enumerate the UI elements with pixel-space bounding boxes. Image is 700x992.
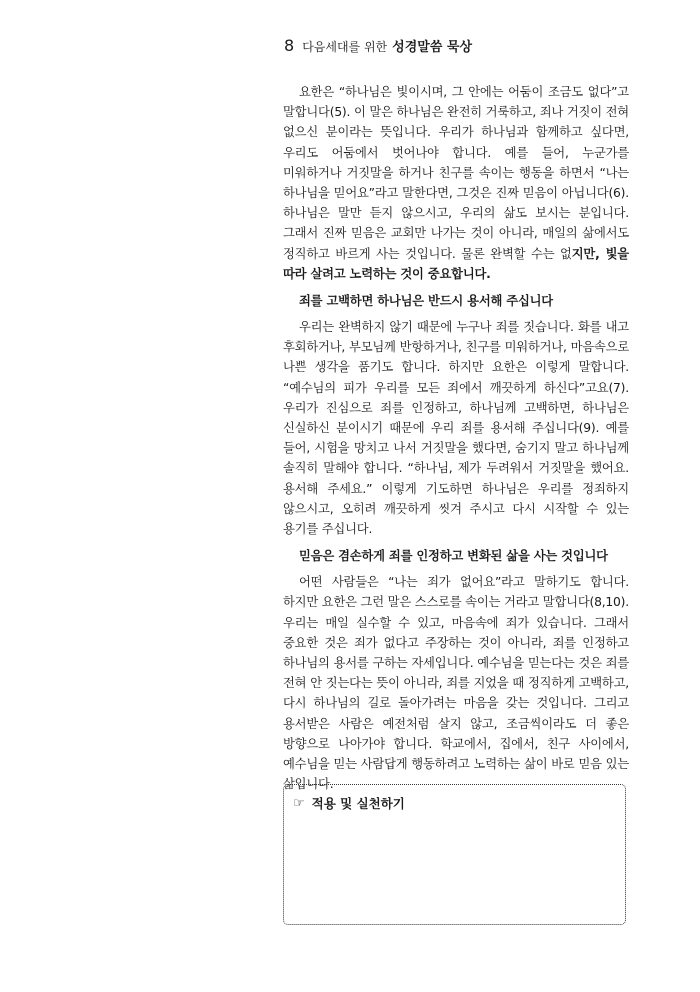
section-heading-humility: 믿음은 겸손하게 죄를 인정하고 변화된 삶을 사는 것입니다 [299, 549, 608, 564]
intro-paragraph-emphasis: 지만, 빛을 따라 살려고 노력하는 것이 중요합니다. [283, 246, 629, 281]
intro-paragraph [283, 82, 629, 284]
confession-paragraph: 우리는 완벽하지 않기 때문에 누구나 죄를 짓습니다. 화를 내고 후회하거나, 부모님께 반항하거나, 친구를 미워하거나, 마음속으로 나쁜 생각을 품기도 합니다. 하지만 요한은 이렇게 말합니다. “예수님의 피가 우리를 모든 죄에서 깨끗하게 하신다”고요(7). 우리가 진심으로 죄를 인정하고, 하나님께 고백하면, 하나님은 신실하신 분이시기 때문에 우리 죄를 용서해 주십니다(9). 예를 들어, 시험을 망치고 나서 거짓말을 했다면, 숨기지 말고 하나님께 솔직히 말해야 합니다. “하나님, 제가 두려워서 거짓말을 했어요. 용서해 주세요.” 이렇게 기도하면 하나님은 우리를 정죄하지 않으시고, 오히려 깨끗하게 씻겨 주시고 다시 시작할 수 있는 용기를 주십니다. [283, 320, 629, 537]
series-title: 다음세대를 위한 [302, 40, 388, 54]
page-number: 8 [284, 36, 295, 55]
apply-practice-heading [293, 794, 405, 812]
page-header [284, 36, 472, 55]
devotional-body [283, 82, 629, 795]
section-heading-confession: 죄를 고백하면 하나님은 반드시 용서해 주십니다 [299, 294, 553, 309]
apply-practice-title: 적용 및 실천하기 [311, 796, 405, 811]
apply-practice-box[interactable] [283, 784, 626, 925]
humility-paragraph: 어떤 사람들은 “나는 죄가 없어요”라고 말하기도 합니다. 하지만 요한은 그런 말은 스스로를 속이는 거라고 말합니다(8,10). 우리는 매일 실수할 수 있고, 마음속에 죄가 있습니다. 그래서 중요한 것은 죄가 없다고 주장하는 것이 아니라, 죄를 인정하고 하나님의 용서를 구하는 자세입니다. 예수님을 믿는다는 것은 죄를 전혀 안 짓는다는 뜻이 아니라, 죄를 지었을 때 정직하게 고백하고, 다시 하나님의 길로 돌아가려는 마음을 갖는 것입니다. 그리고 용서받은 사람은 예전처럼 살지 않고, 조금씩이라도 더 좋은 방향으로 나아가야 합니다. 학교에서, 집에서, 친구 사이에서, 예수님을 믿는 사람답게 행동하려고 노력하는 삶이 바로 믿음 있는 삶입니다. [283, 575, 629, 792]
intro-paragraph-text: 요한은 “하나님은 빛이시며, 그 안에는 어둠이 조금도 없다”고 말합니다(5). 이 말은 하나님은 완전히 거룩하고, 죄나 거짓이 전혀 없으신 분이라는 뜻입니다. 우리가 하나님과 함께하고 싶다면, 우리도 어둠에서 벗어나야 합니다. 예를 들어, 누군가를 미워하거나 거짓말을 하거나 친구를 속이는 행동을 하면서 “나는 하나님을 믿어요”라고 말한다면, 그것은 진짜 믿음이 아닙니다(6). 하나님은 말만 듣지 않으시고, 우리의 삶도 보시는 분입니다. 그래서 진짜 믿음은 교회만 나가는 것이 아니라, 매일의 삶에서도 정직하고 바르게 사는 것입니다. 물론 완벽할 수는 없 [283, 85, 629, 261]
book-title: 성경말씀 묵상 [392, 40, 473, 55]
pointing-hand-icon: ☞ [293, 795, 305, 811]
